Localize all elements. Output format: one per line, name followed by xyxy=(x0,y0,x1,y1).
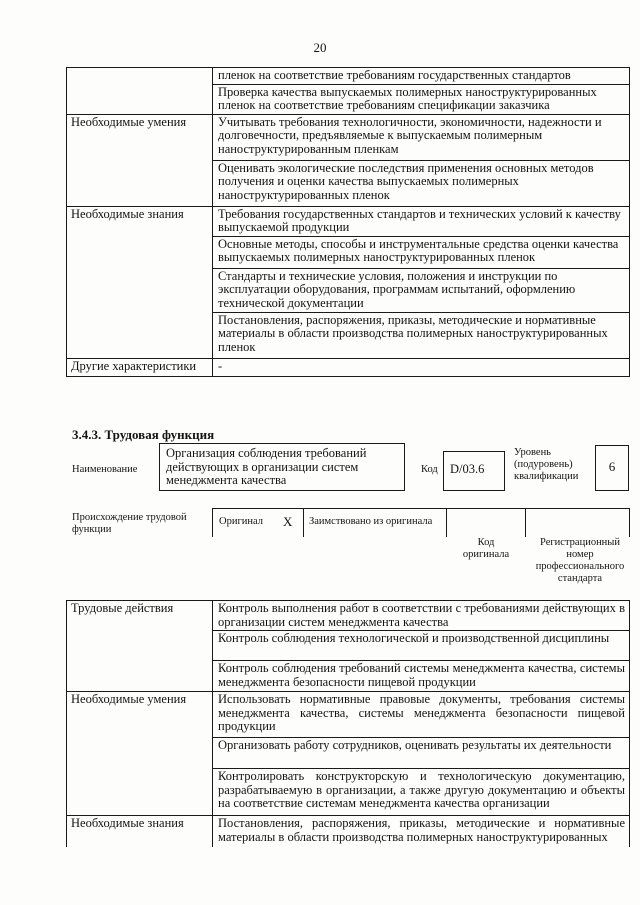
page-number: 20 xyxy=(313,40,327,55)
row-label xyxy=(67,268,213,312)
row-label: Другие характеристики xyxy=(67,358,213,376)
level-label: Уровень (подуровень) квалификации xyxy=(514,447,579,482)
origin-label: Происхождение трудовой функции xyxy=(72,512,187,535)
table-row xyxy=(67,631,630,661)
row-label: Трудовые действия xyxy=(67,601,213,631)
row-label xyxy=(67,68,213,85)
row-text: Контроль выполнения работ в соответствии с требованиями действующих в организации систем менеджмента качества xyxy=(213,601,630,631)
table-row xyxy=(67,84,630,114)
table-row xyxy=(67,692,630,738)
skills-table-continued xyxy=(66,67,630,377)
code-caption: Код оригинала xyxy=(462,537,510,560)
row-text: Постановления, распоряжения, приказы, методические и нормативные материалы в области производства полимерных наноструктурированных xyxy=(213,816,630,847)
row-text: Учитывать требования технологичности, экономичности, надежности и долговечности, предъявляемые к выпускаемым полимерным наноструктурированным пленкам xyxy=(213,114,630,160)
table-row xyxy=(67,312,630,358)
row-text: Постановления, распоряжения, приказы, методические и нормативные материалы в области производства полимерных наноструктурированных пленок xyxy=(213,312,630,358)
row-text: Оценивать экологические последствия применения основных методов получения и оценки качества выпускаемых полимерных наноструктурированных пленок xyxy=(213,160,630,206)
function-name: Организация соблюдения требований действующих в организации систем менеджмента качества xyxy=(166,446,367,487)
original-mark: X xyxy=(283,514,293,529)
table-row xyxy=(67,206,630,236)
row-label xyxy=(67,236,213,268)
table-row xyxy=(67,68,630,85)
level-box xyxy=(595,445,629,491)
row-label: Необходимые знания xyxy=(67,816,213,847)
divider xyxy=(446,508,447,537)
row-text: Использовать нормативные правовые документы, требования системы менеджмента качества, системы менеджмента безопасности пищевой продукции xyxy=(213,692,630,738)
borrowed-label: Заимствовано из оригинала xyxy=(309,516,433,527)
original-label: Оригинал xyxy=(219,516,263,527)
table-row xyxy=(67,816,630,847)
table-row xyxy=(67,769,630,816)
row-text: Проверка качества выпускаемых полимерных наноструктурированных пленок на соответствие требованиям спецификации заказчика xyxy=(213,84,630,114)
table-row xyxy=(67,738,630,769)
table-row xyxy=(67,268,630,312)
row-text: Контроль соблюдения технологической и производственной дисциплины xyxy=(213,631,630,661)
row-text: Основные методы, способы и инструментальные средства оценки качества выпускаемых полимерных наноструктурированных пленок xyxy=(213,236,630,268)
row-label xyxy=(67,769,213,816)
row-text: Организовать работу сотрудников, оценивать результаты их деятельности xyxy=(213,738,630,769)
row-label: Необходимые знания xyxy=(67,206,213,236)
row-text: Стандарты и технические условия, положения и инструкции по эксплуатации оборудования, программам испытаний, оформлению технической документации xyxy=(213,268,630,312)
row-label: Необходимые умения xyxy=(67,692,213,738)
reg-caption: Регистрационный номер профессионального стандарта xyxy=(535,537,625,584)
divider xyxy=(303,508,304,537)
code-label: Код xyxy=(421,464,438,475)
row-label xyxy=(67,661,213,692)
row-text: пленок на соответствие требованиям государственных стандартов xyxy=(213,68,630,85)
row-label xyxy=(67,84,213,114)
table-row xyxy=(67,601,630,631)
function-name-box xyxy=(159,443,405,491)
table-row xyxy=(67,114,630,160)
row-label xyxy=(67,631,213,661)
divider xyxy=(525,508,526,537)
labor-function-table xyxy=(66,600,630,847)
row-label: Необходимые умения xyxy=(67,114,213,160)
row-text: Контроль соблюдения требований системы менеджмента качества, системы менеджмента безопасности пищевой продукции xyxy=(213,661,630,692)
table-row xyxy=(67,358,630,376)
level-value: 6 xyxy=(608,459,616,474)
section-heading: 3.4.3. Трудовая функция xyxy=(72,427,215,442)
table-row xyxy=(67,160,630,206)
row-text: Контролировать конструкторскую и технологическую документацию, разрабатываемую в организации, а также другую документацию и объекты на соответствие системам менеджмента качества организации xyxy=(213,769,630,816)
table-row xyxy=(67,661,630,692)
function-code-box xyxy=(443,451,505,491)
row-text: - xyxy=(213,358,630,376)
table-row xyxy=(67,236,630,268)
name-label: Наименование xyxy=(72,464,138,475)
row-text: Требования государственных стандартов и технических условий к качеству выпускаемой продукции xyxy=(213,206,630,236)
row-label xyxy=(67,312,213,358)
row-label xyxy=(67,160,213,206)
row-label xyxy=(67,738,213,769)
function-code: D/03.6 xyxy=(450,462,485,476)
